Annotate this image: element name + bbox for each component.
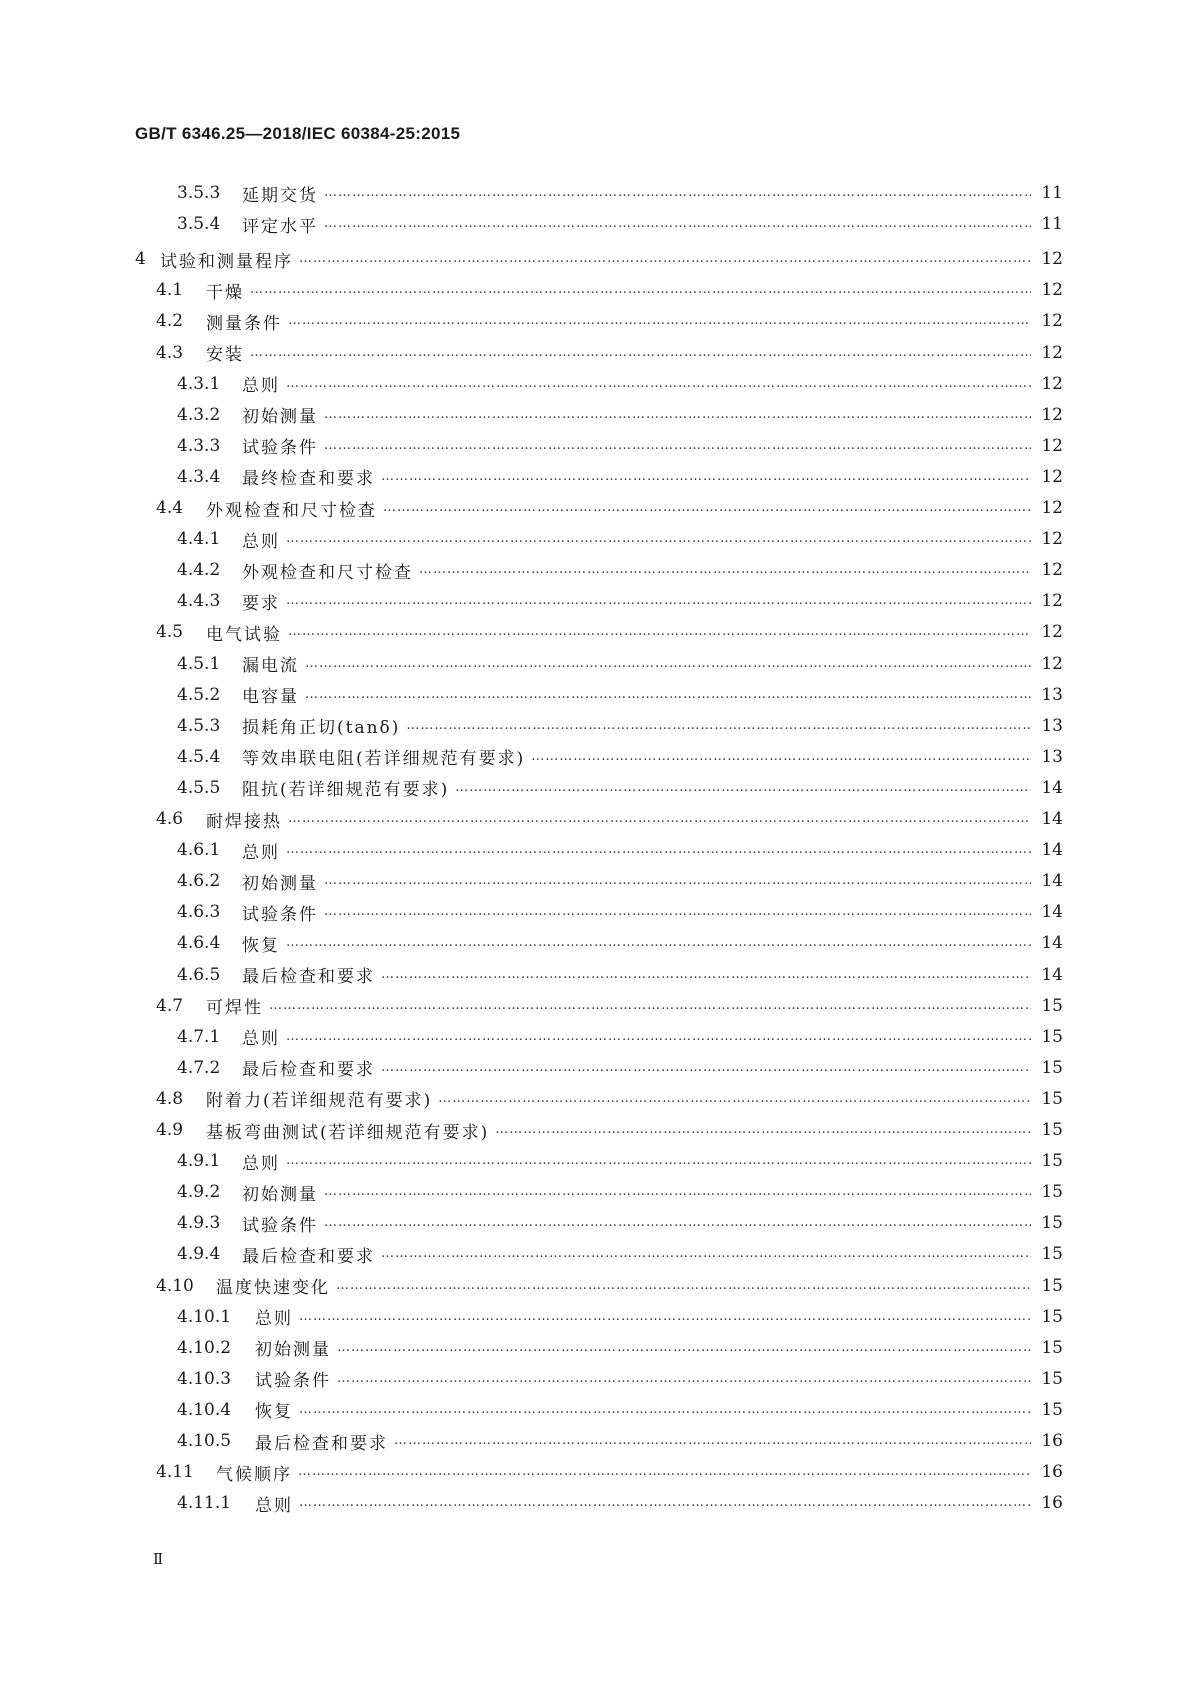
toc-entry-page: 14 bbox=[1041, 871, 1063, 892]
toc-entry bbox=[0, 804, 1191, 834]
toc-dot-leader bbox=[337, 1364, 1031, 1394]
toc-dot-leader bbox=[250, 275, 1031, 305]
toc-entry bbox=[0, 1208, 1191, 1238]
toc-entry-page: 12 bbox=[1041, 311, 1063, 332]
toc-entry-page: 15 bbox=[1041, 1368, 1063, 1389]
toc-entry-page: 15 bbox=[1041, 1399, 1063, 1420]
toc-entry-title: 外观检查和尺寸检查 bbox=[206, 500, 377, 521]
toc-dot-leader bbox=[455, 773, 1031, 803]
toc-entry-title: 测量条件 bbox=[206, 313, 282, 334]
toc-entry-title: 漏电流 bbox=[242, 656, 299, 676]
toc-entry bbox=[0, 680, 1191, 710]
toc-dot-leader bbox=[324, 209, 1031, 239]
toc-entry-number: 3.5.4 bbox=[177, 214, 221, 235]
toc-dot-leader bbox=[288, 306, 1031, 336]
toc-entry-number: 4.7 bbox=[156, 995, 184, 1016]
toc-entry-page: 11 bbox=[1041, 183, 1063, 203]
toc-dot-leader bbox=[406, 711, 1031, 741]
toc-entry-number: 4.5.5 bbox=[177, 777, 221, 798]
toc-entry-page: 12 bbox=[1041, 498, 1063, 518]
toc-entry-title: 总则 bbox=[242, 531, 280, 552]
toc-dot-leader bbox=[298, 1457, 1031, 1487]
toc-dot-leader bbox=[495, 1115, 1031, 1145]
toc-dot-leader bbox=[324, 400, 1031, 430]
toc-dot-leader bbox=[250, 338, 1031, 368]
toc-entry bbox=[0, 462, 1191, 492]
toc-dot-leader bbox=[305, 680, 1031, 710]
toc-entry-page: 12 bbox=[1041, 249, 1063, 270]
toc-entry-title: 总则 bbox=[242, 376, 280, 397]
toc-dot-leader bbox=[383, 493, 1031, 523]
toc-entry-title: 试验条件 bbox=[242, 1215, 318, 1236]
toc-entry-number: 4.4.1 bbox=[177, 529, 221, 550]
toc-entry bbox=[0, 649, 1191, 679]
toc-dot-leader bbox=[286, 1146, 1031, 1176]
toc-entry-title: 总则 bbox=[255, 1495, 293, 1516]
toc-entry-number: 4.6.5 bbox=[177, 964, 221, 985]
toc-entry-page: 12 bbox=[1041, 653, 1063, 674]
toc-entry-page: 12 bbox=[1041, 529, 1063, 550]
toc-entry bbox=[0, 244, 1191, 274]
toc-entry-number: 4.6.1 bbox=[177, 840, 221, 861]
toc-entry-number: 4.5.1 bbox=[177, 653, 221, 674]
toc-entry-title: 总则 bbox=[242, 842, 280, 863]
toc-entry-number: 4.5.4 bbox=[177, 746, 221, 767]
toc-entry bbox=[0, 617, 1191, 647]
toc-entry-number: 4 bbox=[135, 249, 146, 270]
toc-entry bbox=[0, 431, 1191, 461]
toc-entry-number: 4.3.3 bbox=[177, 435, 221, 456]
toc-dot-leader bbox=[299, 1395, 1031, 1425]
toc-entry-title: 电气试验 bbox=[206, 624, 282, 645]
toc-entry-title: 试验条件 bbox=[255, 1371, 331, 1392]
toc-entry bbox=[0, 1426, 1191, 1456]
toc-entry bbox=[0, 1146, 1191, 1176]
toc-entry-title: 最后检查和要求 bbox=[255, 1433, 388, 1454]
toc-dot-leader bbox=[337, 1333, 1031, 1363]
toc-entry-number: 4.9.3 bbox=[177, 1213, 221, 1234]
toc-entry-page: 16 bbox=[1041, 1493, 1063, 1514]
toc-entry bbox=[0, 1084, 1191, 1114]
toc-entry bbox=[0, 928, 1191, 958]
toc-entry bbox=[0, 711, 1191, 741]
toc-entry-page: 14 bbox=[1041, 933, 1063, 954]
toc-entry bbox=[0, 1457, 1191, 1487]
toc-entry bbox=[0, 1053, 1191, 1083]
toc-entry bbox=[0, 773, 1191, 803]
toc-entry-page: 15 bbox=[1041, 995, 1063, 1016]
toc-dot-leader bbox=[299, 1302, 1031, 1332]
toc-dot-leader bbox=[286, 1022, 1031, 1052]
toc-entry-number: 4.10.4 bbox=[177, 1399, 232, 1420]
toc-entry-page: 15 bbox=[1041, 1306, 1063, 1327]
toc-entry bbox=[0, 1395, 1191, 1425]
toc-dot-leader bbox=[286, 369, 1031, 399]
toc-dot-leader bbox=[381, 462, 1031, 492]
toc-entry bbox=[0, 866, 1191, 896]
toc-entry-number: 4.4.3 bbox=[177, 591, 221, 612]
toc-entry-number: 4.9.1 bbox=[177, 1151, 221, 1172]
toc-dot-leader bbox=[419, 555, 1031, 585]
toc-entry-page: 15 bbox=[1041, 1244, 1063, 1265]
toc-entry bbox=[0, 991, 1191, 1021]
toc-dot-leader bbox=[286, 835, 1031, 865]
toc-dot-leader bbox=[324, 1177, 1031, 1207]
page-number: Ⅱ bbox=[153, 1550, 164, 1568]
toc-entry-number: 4.7.1 bbox=[177, 1026, 221, 1047]
toc-entry-title: 可焊性 bbox=[206, 998, 263, 1019]
toc-entry-title: 最后检查和要求 bbox=[242, 1060, 375, 1081]
toc-entry-page: 15 bbox=[1041, 1213, 1063, 1234]
toc-entry-number: 4.2 bbox=[156, 311, 184, 332]
toc-entry-page: 12 bbox=[1041, 591, 1063, 612]
toc-dot-leader bbox=[324, 1208, 1031, 1238]
toc-entry-title: 气候顺序 bbox=[216, 1464, 292, 1485]
toc-entry bbox=[0, 835, 1191, 865]
toc-entry-page: 12 bbox=[1041, 373, 1063, 394]
toc-entry-title: 恢复 bbox=[255, 1402, 293, 1423]
toc-entry-number: 4.6 bbox=[156, 809, 184, 829]
toc-dot-leader bbox=[288, 804, 1031, 834]
toc-dot-leader bbox=[305, 649, 1031, 679]
toc-entry bbox=[0, 897, 1191, 927]
toc-entry-page: 14 bbox=[1041, 902, 1063, 923]
toc-entry bbox=[0, 1239, 1191, 1269]
toc-dot-leader bbox=[324, 178, 1031, 208]
toc-entry-title: 电容量 bbox=[242, 687, 299, 708]
toc-entry-page: 15 bbox=[1041, 1057, 1063, 1078]
toc-entry-title: 耐焊接热 bbox=[206, 811, 282, 832]
toc-entry bbox=[0, 178, 1191, 208]
toc-entry bbox=[0, 1177, 1191, 1207]
toc-entry-title: 试验和测量程序 bbox=[160, 251, 293, 272]
toc-entry bbox=[0, 1302, 1191, 1332]
toc-entry-title: 损耗角正切(tanδ) bbox=[242, 718, 401, 739]
toc-dot-leader bbox=[269, 991, 1031, 1021]
toc-entry-title: 试验条件 bbox=[242, 438, 318, 459]
toc-entry-page: 12 bbox=[1041, 466, 1063, 487]
toc-dot-leader bbox=[324, 866, 1031, 896]
toc-entry-number: 4.10.1 bbox=[177, 1306, 232, 1327]
toc-entry-title: 最后检查和要求 bbox=[242, 967, 375, 987]
toc-entry-page: 12 bbox=[1041, 342, 1063, 363]
toc-entry-page: 15 bbox=[1041, 1151, 1063, 1172]
toc-entry-page: 15 bbox=[1041, 1088, 1063, 1109]
toc-entry-page: 15 bbox=[1041, 1120, 1063, 1140]
toc-dot-leader bbox=[381, 1053, 1031, 1083]
toc-entry-page: 11 bbox=[1041, 214, 1063, 235]
toc-entry bbox=[0, 1364, 1191, 1394]
toc-entry bbox=[0, 524, 1191, 554]
toc-entry-page: 13 bbox=[1041, 684, 1063, 705]
toc-entry-number: 4.4.2 bbox=[177, 560, 221, 581]
toc-entry-number: 4.11 bbox=[156, 1462, 194, 1483]
toc-entry-page: 12 bbox=[1041, 622, 1063, 643]
toc-entry-number: 4.11.1 bbox=[177, 1493, 232, 1514]
toc-entry bbox=[0, 1488, 1191, 1518]
toc-entry-title: 初始测量 bbox=[242, 1184, 318, 1205]
toc-dot-leader bbox=[299, 1488, 1031, 1518]
toc-entry-number: 4.5 bbox=[156, 622, 184, 643]
toc-entry-number: 4.3 bbox=[156, 342, 184, 363]
toc-entry-title: 初始测量 bbox=[242, 407, 318, 428]
toc-entry-title: 初始测量 bbox=[255, 1340, 331, 1361]
toc-entry-page: 15 bbox=[1041, 1337, 1063, 1358]
toc-entry-number: 4.7.2 bbox=[177, 1057, 221, 1078]
toc-entry-page: 15 bbox=[1041, 1026, 1063, 1047]
toc-entry bbox=[0, 275, 1191, 305]
toc-entry-title: 恢复 bbox=[242, 935, 280, 956]
toc-entry bbox=[0, 209, 1191, 239]
toc-entry-title: 基板弯曲测试(若详细规范有要求) bbox=[206, 1122, 490, 1143]
toc-dot-leader bbox=[438, 1084, 1031, 1114]
toc-entry bbox=[0, 555, 1191, 585]
toc-entry-title: 阻抗(若详细规范有要求) bbox=[242, 780, 450, 801]
toc-entry-number: 4.3.4 bbox=[177, 466, 221, 487]
toc-dot-leader bbox=[531, 742, 1031, 772]
toc-entry-title: 温度快速变化 bbox=[216, 1278, 330, 1298]
toc-entry-number: 4.10.2 bbox=[177, 1337, 232, 1358]
toc-entry-page: 14 bbox=[1041, 964, 1063, 985]
toc-entry bbox=[0, 742, 1191, 772]
toc-entry-title: 外观检查和尺寸检查 bbox=[242, 562, 413, 583]
toc-entry-number: 4.9 bbox=[156, 1120, 184, 1140]
toc-entry bbox=[0, 1271, 1191, 1301]
toc-entry-title: 附着力(若详细规范有要求) bbox=[206, 1091, 433, 1112]
toc-entry-number: 4.10.5 bbox=[177, 1431, 232, 1451]
toc-entry-page: 14 bbox=[1041, 809, 1063, 829]
toc-entry-page: 15 bbox=[1041, 1275, 1063, 1296]
toc-entry-page: 13 bbox=[1041, 746, 1063, 767]
toc-dot-leader bbox=[381, 960, 1031, 990]
toc-entry-page: 14 bbox=[1041, 840, 1063, 861]
toc-entry bbox=[0, 1115, 1191, 1145]
toc-entry-number: 4.3.2 bbox=[177, 404, 221, 425]
toc-entry-title: 总则 bbox=[242, 1153, 280, 1174]
toc-dot-leader bbox=[324, 431, 1031, 461]
toc-entry bbox=[0, 960, 1191, 990]
toc-dot-leader bbox=[299, 244, 1031, 274]
toc-entry-title: 要求 bbox=[242, 593, 280, 614]
toc-dot-leader bbox=[286, 586, 1031, 616]
toc-dot-leader bbox=[286, 524, 1031, 554]
toc-entry-title: 延期交货 bbox=[242, 185, 318, 206]
toc-entry-page: 15 bbox=[1041, 1182, 1063, 1203]
toc-dot-leader bbox=[286, 928, 1031, 958]
toc-entry bbox=[0, 400, 1191, 430]
toc-dot-leader bbox=[394, 1426, 1031, 1456]
toc-entry-number: 4.3.1 bbox=[177, 373, 221, 394]
toc-entry bbox=[0, 338, 1191, 368]
toc-entry-number: 3.5.3 bbox=[177, 183, 221, 203]
toc-entry-page: 12 bbox=[1041, 404, 1063, 425]
toc-entry-number: 4.10.3 bbox=[177, 1368, 232, 1389]
toc-entry-title: 初始测量 bbox=[242, 873, 318, 894]
toc-entry-number: 4.6.4 bbox=[177, 933, 221, 954]
toc-entry-page: 12 bbox=[1041, 280, 1063, 301]
toc-entry-title: 干燥 bbox=[206, 282, 244, 303]
toc-entry-title: 最终检查和要求 bbox=[242, 469, 375, 490]
toc-entry bbox=[0, 306, 1191, 336]
toc-dot-leader bbox=[336, 1271, 1031, 1301]
toc-dot-leader bbox=[324, 897, 1031, 927]
toc-entry-title: 最后检查和要求 bbox=[242, 1246, 375, 1267]
toc-entry-number: 4.5.3 bbox=[177, 715, 221, 736]
toc-entry-number: 4.8 bbox=[156, 1088, 184, 1109]
toc-entry-number: 4.9.4 bbox=[177, 1244, 221, 1265]
toc-entry-title: 总则 bbox=[255, 1309, 293, 1330]
toc-entry bbox=[0, 586, 1191, 616]
toc-entry-page: 13 bbox=[1041, 715, 1063, 736]
toc-entry-page: 12 bbox=[1041, 435, 1063, 456]
toc-entry-title: 总则 bbox=[242, 1029, 280, 1050]
toc-entry-title: 评定水平 bbox=[242, 216, 318, 237]
toc-entry-page: 12 bbox=[1041, 560, 1063, 581]
toc-entry-page: 14 bbox=[1041, 777, 1063, 798]
toc-entry bbox=[0, 369, 1191, 399]
toc-entry-title: 等效串联电阻(若详细规范有要求) bbox=[242, 749, 526, 770]
toc-entry-number: 4.9.2 bbox=[177, 1182, 221, 1203]
toc-entry bbox=[0, 1333, 1191, 1363]
toc-entry-number: 4.6.3 bbox=[177, 902, 221, 923]
toc-dot-leader bbox=[381, 1239, 1031, 1269]
toc-entry-title: 试验条件 bbox=[242, 904, 318, 925]
toc-entry bbox=[0, 1022, 1191, 1052]
standard-number-header: GB/T 6346.25—2018/IEC 60384-25:2015 bbox=[135, 124, 461, 143]
toc-entry-number: 4.5.2 bbox=[177, 684, 221, 705]
toc-entry-page: 16 bbox=[1041, 1462, 1063, 1483]
toc-dot-leader bbox=[288, 617, 1031, 647]
toc-entry-page: 16 bbox=[1041, 1431, 1063, 1451]
toc-entry-number: 4.6.2 bbox=[177, 871, 221, 892]
toc-entry-title: 安装 bbox=[206, 345, 244, 365]
toc-entry-number: 4.1 bbox=[156, 280, 184, 301]
toc-entry bbox=[0, 493, 1191, 523]
toc-entry-number: 4.4 bbox=[156, 498, 184, 518]
toc-entry-number: 4.10 bbox=[156, 1275, 194, 1296]
